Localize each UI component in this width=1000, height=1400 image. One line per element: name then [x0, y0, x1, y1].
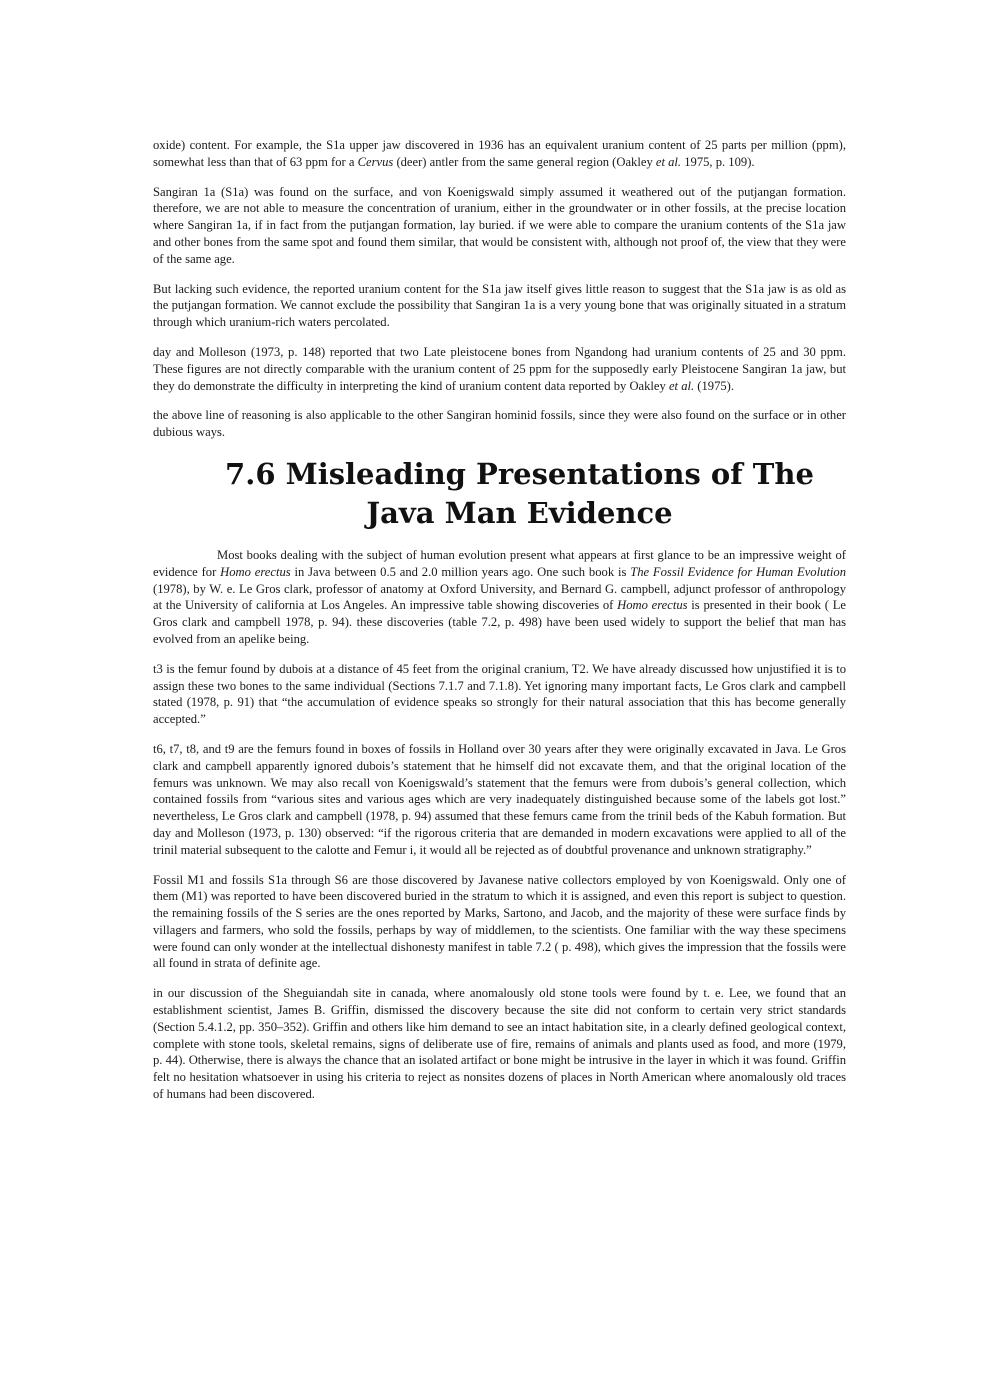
text-run: in Java between 0.5 and 2.0 million years ago. One such book is [290, 564, 631, 579]
text-run: But lacking such evidence, the reported uranium content for the S1a jaw itself gives little reason to suggest that the S1a jaw is as old as the putjangan formation. We cannot exclude the possibility that Sangiran 1a is a very young bone that was originally situated in a stratum through which uranium-rich waters percolated. [153, 281, 846, 330]
text-run: Fossil M1 and fossils S1a through S6 are those discovered by Javanese native collectors employed by von Koenigswald. Only one of them (M1) was reported to have been discovered buried in the stratum to which it is assigned, and even this report is subject to question. the remaining fossils of the S series are the ones reported by Marks, Sartono, and Jacob, and the majority of these were surface finds by villagers and farmers, who sold the fossils, perhaps by way of middlemen, to the scientists. One familiar with the way these specimens were found can only wonder at the intellectual dishonesty manifest in table 7.2 ( p. 498), which gives the impression that the fossils were all found in strata of definite age. [153, 872, 846, 971]
paragraph [153, 344, 846, 394]
text-run: (deer) antler from the same general region (Oakley [393, 154, 656, 169]
document-page [153, 137, 846, 1116]
paragraph [153, 407, 846, 441]
italic-text: Homo erectus [617, 598, 688, 613]
section-heading: 7.6 Misleading Presentations of The Java Man Evidence [225, 456, 814, 530]
text-run: (1978), by W. e. Le Gros clark, professor of anatomy at Oxford University, and Bernard G. campbell, adjunct professor of anthropology at the University of california at Los Angeles. An impressive table showing discoveries of [153, 581, 846, 613]
body-text-bottom [153, 547, 846, 1103]
text-run: the above line of reasoning is also applicable to the other Sangiran hominid fossils, since they were also found on the surface or in other dubious ways. [153, 408, 846, 440]
paragraph [153, 985, 846, 1103]
paragraph [153, 184, 846, 268]
text-run: (1975). [694, 378, 735, 393]
text-run: t3 is the femur found by dubois at a distance of 45 feet from the original cranium, T2. We have already discussed how unjustified it is to assign these two bones to the same individual (Sections 7.1.7 and 7.1.8). Yet ignoring many important facts, Le Gros clark and campbell stated (1978, p. 91) that “the accumulation of evidence speaks so strongly for their natural association that this has become generally accepted.” [153, 661, 846, 727]
paragraph [153, 872, 846, 973]
paragraph [153, 281, 846, 331]
italic-text: Homo erectus [220, 564, 291, 579]
italic-text: Cervus [357, 154, 394, 169]
body-text-top [153, 137, 846, 441]
text-run: oxide) content. For example, the S1a upper jaw discovered in 1936 has an equivalent uranium content of 25 parts per million (ppm), somewhat less than that of 63 ppm for a [153, 138, 846, 169]
text-run: 1975, p. 109). [681, 154, 755, 169]
italic-text: et al. [655, 154, 682, 169]
text-run: t6, t7, t8, and t9 are the femurs found in boxes of fossils in Holland over 30 years after they were originally excavated in Java. Le Gros clark and campbell apparently ignored dubois’s statement that he himself did not excavate them, and that the original location of the femurs was unknown. We may also recall von Koenigswald’s statement that the femurs were from dubois’s general collection, which contained fossils from “various sites and various ages which are very inadequately distinguished because some of the labels got lost.” nevertheless, Le Gros clark and campbell (1978, p. 94) assumed that these femurs came from the trinil beds of the Kabuh formation. But day and Molleson (1973, p. 130) observed: “if the rigorous criteria that are demanded in modern excavations were applied to all of the trinil material subsequent to the calotte and Femur i, it would all be rejected as of doubtful provenance and unknown stratigraphy.” [153, 741, 846, 857]
text-run: day and Molleson (1973, p. 148) reported that two Late pleistocene bones from Ngandong had uranium contents of 25 and 30 ppm. These figures are not directly comparable with the uranium content of 25 ppm for the supposedly early Pleistocene Sangiran 1a jaw, but they do demonstrate the difficulty in interpreting the kind of uranium content data reported by Oakley [153, 344, 846, 393]
paragraph [153, 661, 846, 728]
paragraph [153, 137, 846, 171]
paragraph [153, 547, 846, 648]
italic-text: The Fossil Evidence for Human Evolution [630, 564, 846, 579]
text-run: Sangiran 1a (S1a) was found on the surface, and von Koenigswald simply assumed it weathered out of the putjangan formation. therefore, we are not able to measure the concentration of uranium, either in the groundwater or in other fossils, at the precise location where Sangiran 1a, if in fact from the putjangan formation, lay buried. if we were able to compare the uranium contents of the S1a jaw and other bones from the same spot and found them similar, that would be consistent with, although not proof of, the view that they were of the same age. [153, 184, 846, 266]
paragraph [153, 741, 846, 859]
text-run: Most books dealing with the subject of human evolution present what appears at first glance to be an impressive weight of evidence for [153, 547, 846, 579]
text-run: in our discussion of the Sheguiandah site in canada, where anomalously old stone tools were found by t. e. Lee, we found that an establishment scientist, James B. Griffin, dismissed the discovery because the site did not conform to certain very strict standards (Section 5.4.1.2, pp. 350–352). Griffin and others like him demand to see an intact habitation site, in a clearly defined geological context, complete with stone tools, skeletal remains, signs of deliberate use of fire, remains of animals and plants used as food, and more (1979, p. 44). Otherwise, there is always the chance that an isolated artifact or bone might be intrusive in the layer in which it was found. Griffin felt no hesitation whatsoever in using his criteria to reject as nonsites dozens of places in North American where anomalously old traces of humans had been discovered. [153, 986, 846, 1102]
text-run: is presented in their book ( Le Gros clark and campbell 1978, p. 94). these discoveries (table 7.2, p. 498) have been used widely to support the belief that man has evolved from an apelike being. [153, 598, 846, 646]
italic-text: et al. [668, 378, 695, 393]
